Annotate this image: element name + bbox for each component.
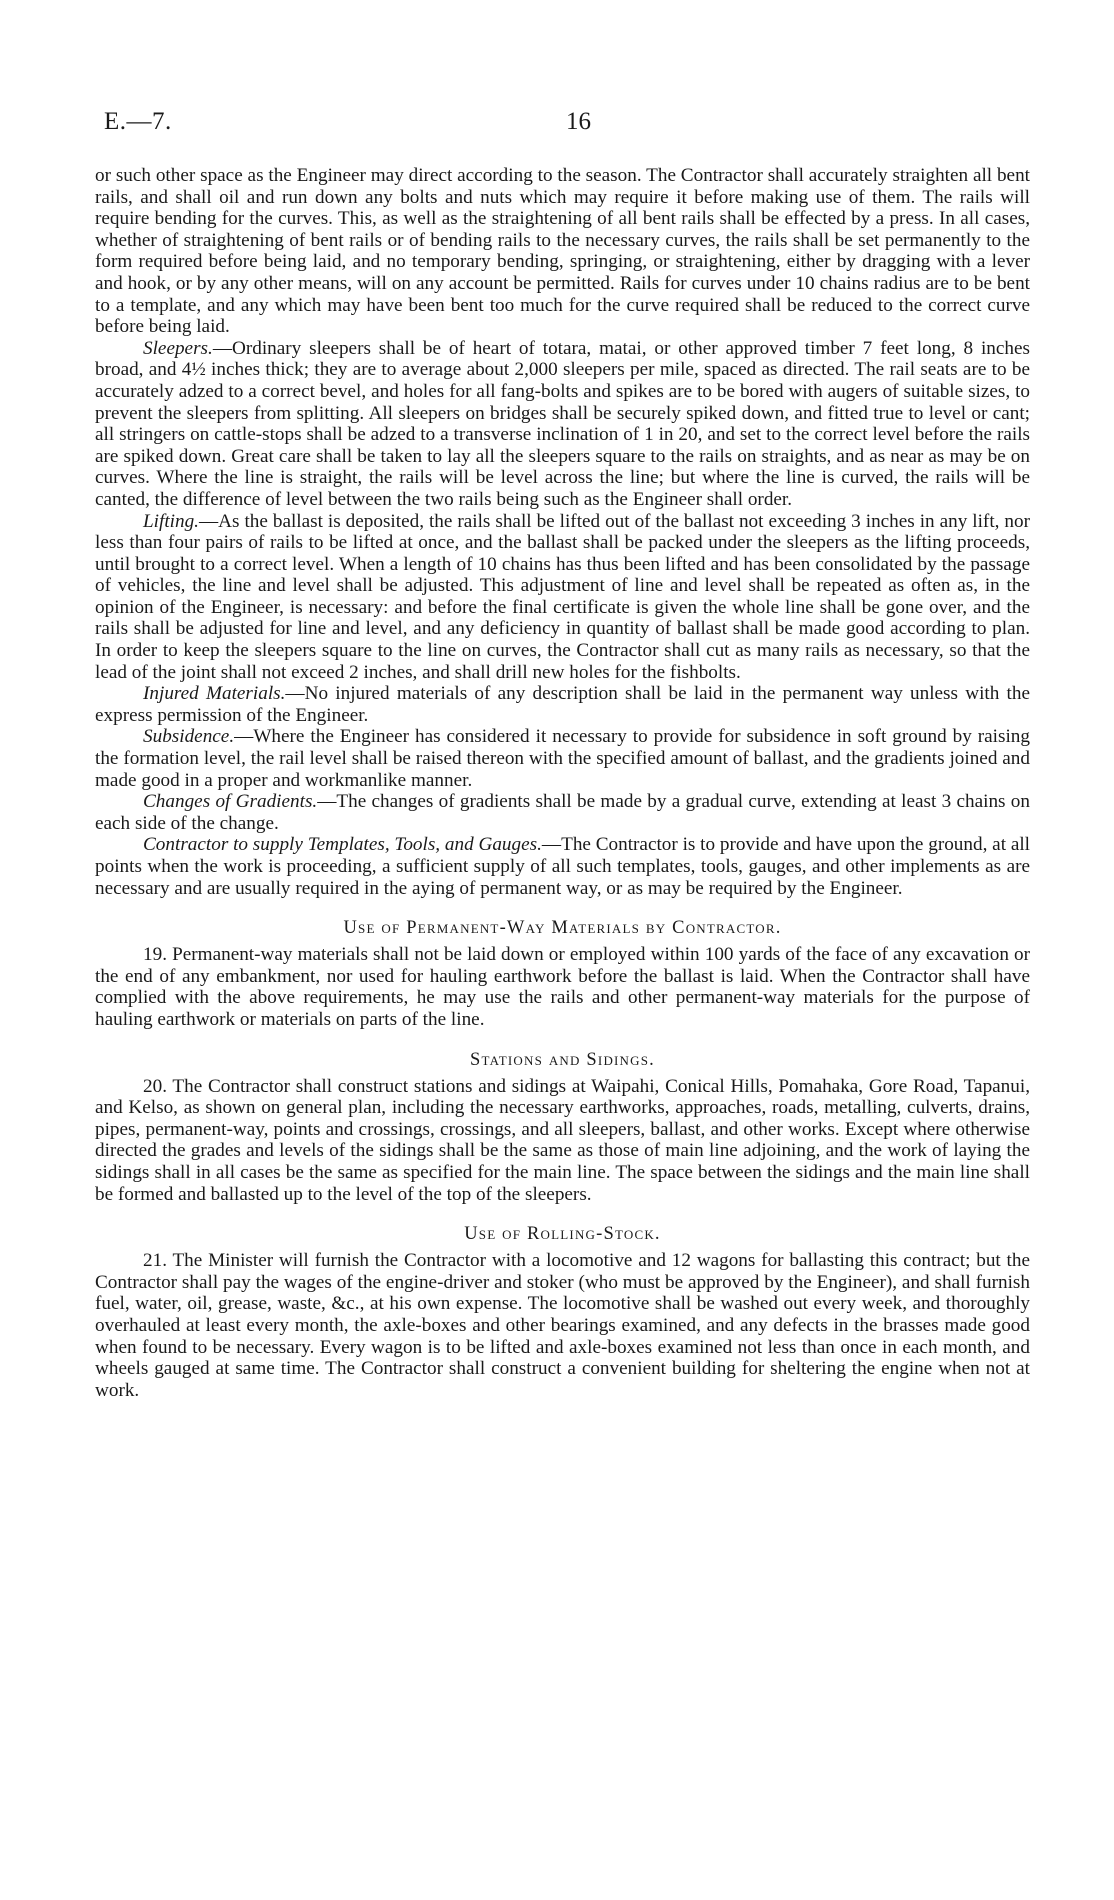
- section-heading-stations-sidings: Stations and Sidings.: [470, 1049, 655, 1070]
- clause-21: 21. The Minister will furnish the Contractor with a locomotive and 12 wagons for ballasting this contract; but the Contractor shall pay the wages of the engine-driver and stoker (who must be approved by the Engineer), and shall furnish fuel, water, oil, grease, waste, &c., at his own expense. The locomotive shall be washed out every week, and thoroughly overhauled at least every month, the axle-boxes and other bearings examined, and any defects in the brasses made good when found to be necessary. Every wagon is to be lifted and axle-boxes examined not less than once in each month, and wheels gauged at same time. The Contractor shall construct a convenient building for sheltering the engine when not at work.: [95, 1250, 1030, 1401]
- section-heading-rolling-stock: Use of Rolling-Stock.: [464, 1224, 661, 1245]
- paragraph-sleepers: [95, 338, 1030, 511]
- clause-20: 20. The Contractor shall construct stations and sidings at Waipahi, Conical Hills, Pomahaka, Gore Road, Tapanui, and Kelso, as shown on general plan, including the necessary earthworks, approaches, roads, metalling, culverts, drains, pipes, permanent-way, points and crossings, crossings, and all sleepers, ballast, and other works. Except where otherwise directed the grades and levels of the sidings shall be the same as those of main line adjoining, and the work of laying the sidings shall in all cases be the same as specified for the main line. The space between the sidings and the main line shall be formed and ballasted up to the level of the top of the sleepers.: [95, 1075, 1030, 1205]
- paragraph-body: —No injured materials of any description shall be laid in the permanent way unless with the express permission of the Engineer.: [95, 683, 1030, 726]
- paragraph-title: Contractor to supply Templates, Tools, and Gauges.: [143, 834, 542, 856]
- paragraph-title: Changes of Gradients.: [143, 791, 318, 813]
- body-text: [95, 165, 1030, 1401]
- paragraph-title: Injured Materials.: [143, 683, 286, 705]
- paragraph-body: —As the ballast is deposited, the rails shall be lifted out of the ballast not exceeding 3 inches in any lift, nor less than four pairs of rails to be lifted at once, and the ballast shall be packed under the sleepers as the lifting proceeds, until brought to a correct level. When a length of 10 chains has thus been lifted and has been consolidated by the passage of vehicles, the line and level shall be adjusted. This adjustment of line and level shall be repeated as often as, in the opinion of the Engineer, is necessary: and before the final certificate is given the whole line shall be gone over, and the rails shall be adjusted for line and level, and any deficiency in quantity of ballast shall be made good according to plan. In order to keep the sleepers square to the line on curves, the Contractor shall cut as many rails as necessary, so that the lead of the joint shall not exceed 2 inches, and shall drill new holes for the fishbolts.: [95, 510, 1030, 683]
- paragraph-subsidence: [95, 726, 1030, 791]
- paragraph-title: Lifting.: [143, 510, 199, 532]
- paragraph-body: —Ordinary sleepers shall be of heart of totara, matai, or other approved timber 7 feet long, 8 inches broad, and 4½ inches thick; they are to average about 2,000 sleepers per mile, spaced as directed. The rail seats are to be accurately adzed to a correct bevel, and holes for all fang-bolts and spikes are to be bored with augers of suitable sizes, to prevent the sleepers from splitting. All sleepers on bridges shall be securely spiked down, and fitted true to level or cant; all stringers on cattle-stops shall be adzed to a transverse inclination of 1 in 20, and set to the correct level before the rails are spiked down. Great care shall be taken to lay all the sleepers square to the rails on straights, and as near as may be on curves. Where the line is straight, the rails will be level across the line; but where the line is curved, the rails will be canted, the difference of level between the two rails being such as the Engineer shall order.: [95, 337, 1030, 510]
- clause-19: 19. Permanent-way materials shall not be laid down or employed within 100 yards of the face of any excavation or the end of any embankment, nor used for hauling earthwork before the ballast is laid. When the Contractor shall have complied with the above requirements, he may use the rails and other permanent-way materials for the purpose of hauling earthwork or materials on parts of the line.: [95, 944, 1030, 1030]
- paragraph-body: —Where the Engineer has considered it necessary to provide for subsidence in soft ground by raising the formation level, the rail level shall be raised thereon with the specified amount of ballast, and the gradients joined and made good in a proper and workmanlike manner.: [95, 726, 1030, 791]
- paragraph-continuation: [95, 165, 1030, 338]
- paragraph-changes-of-gradients: [95, 791, 1030, 834]
- paragraph-templates-tools-gauges: [95, 834, 1030, 899]
- paragraph-lifting: [95, 511, 1030, 684]
- paragraph-body: —The Contractor is to provide and have upon the ground, at all points when the work is proceeding, a sufficient supply of all such templates, tools, gauges, and other implements as are necessary and are usually required in the aying of permanent way, or as may be required by the Engineer.: [95, 834, 1031, 899]
- paragraph-title: Subsidence.: [143, 726, 235, 748]
- document-code: E.—7.: [104, 108, 172, 135]
- section-heading-permanent-way: Use of Permanent-Way Materials by Contractor.: [343, 918, 782, 939]
- page-number: 16: [566, 108, 591, 135]
- paragraph-injured-materials: [95, 683, 1030, 726]
- paragraph-body: —The changes of gradients shall be made by a gradual curve, extending at least 3 chains on each side of the change.: [95, 791, 1030, 834]
- paragraph-title: Sleepers.: [143, 337, 213, 359]
- paragraph-body: or such other space as the Engineer may direct according to the season. The Contractor shall accurately straighten all bent rails, and shall oil and run down any bolts and nuts which may require it before making use of them. The rails will require bending for the curves. This, as well as the straightening of all bent rails shall be effected by a press. In all cases, whether of straightening of bent rails or of bending rails to the necessary curves, the rails shall be set permanently to the form required before being laid, and no temporary bending, springing, or straightening, either by dragging with a lever and hook, or by any other means, will on any account be permitted. Rails for curves under 10 chains radius are to be bent to a template, and any which may have been bent too much for the curve required shall be reduced to the correct curve before being laid.: [95, 165, 1030, 338]
